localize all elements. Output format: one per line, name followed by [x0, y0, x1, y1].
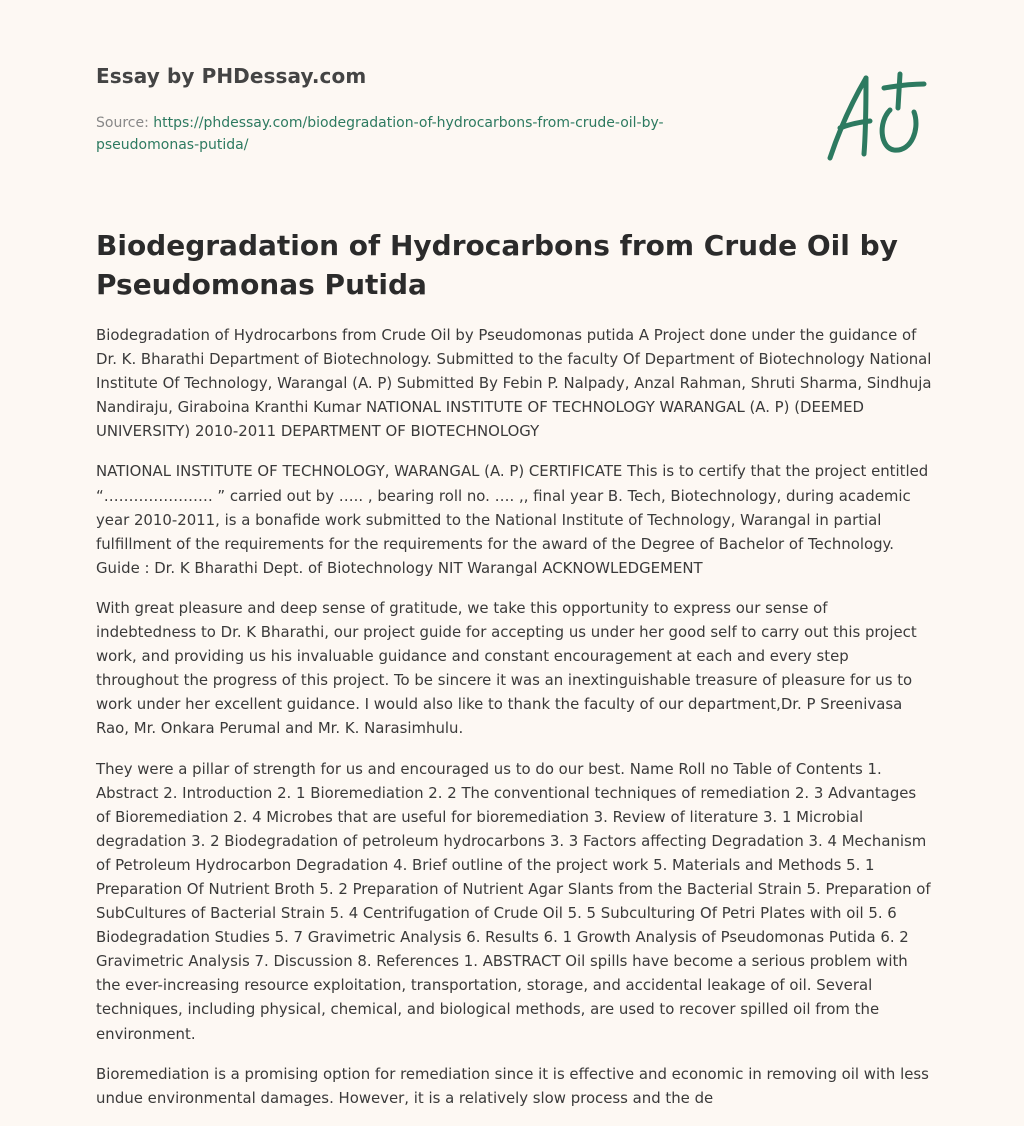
source-url-part-2: pseudomonas-putida/: [96, 137, 249, 153]
essay-paragraph: NATIONAL INSTITUTE OF TECHNOLOGY, WARANGAL (A. P) CERTIFICATE This is to certify that the project entitled “…………………. ” carried out by ….. , bearing roll no. …. ,, final year B. Tech, Biotechnology, during academic year 2010-2011, is a bonafide work submitted to the National Institute of Technology, Warangal in partial fulfillment of the requirements for the requirements for the award of the Degree of Bachelor of Technology. Guide : Dr. K Bharathi Dept. of Biotechnology NIT Warangal ACKNOWLEDGEMENT: [96, 462, 929, 577]
source-url-part-1: https://phdessay.com/biodegradation-of-hydrocarbons-from-crude-oil-by-: [153, 115, 664, 131]
essay-title: Biodegradation of Hydrocarbons from Crude Oil by Pseudomonas Putida: [96, 229, 898, 301]
essay-body: [96, 323, 932, 1126]
essay-paragraph: They were a pillar of strength for us and encouraged us to do our best. Name Roll no Table of Contents 1. Abstract 2. Introduction 2. 1 Bioremediation 2. 2 The conventional techniques of remediation 2. 3 Advantages of Bioremediation 2. 4 Microbes that are useful for bioremediation 3. Review of literature 3. 1 Microbial degradation 3. 2 Biodegradation of petroleum hydrocarbons 3. 3 Factors affecting Degradation 3. 4 Mechanism of Petroleum Hydrocarbon Degradation 4. Brief outline of the project work 5. Materials and Methods 5. 1 Preparation Of Nutrient Broth 5. 2 Preparation of Nutrient Agar Slants from the Bacterial Strain 5. Preparation of SubCultures of Bacterial Strain 5. 4 Centrifugation of Crude Oil 5. 5 Subculturing Of Petri Plates with oil 5. 6 Biodegradation Studies 5. 7 Gravimetric Analysis 6. Results 6. 1 Growth Analysis of Pseudomonas Putida 6. 2 Gravimetric Analysis 7. Discussion 8. References 1. ABSTRACT Oil spills have become a serious problem with the ever-increasing resource exploitation, transportation, storage, and accidental leakage of oil. Several techniques, including physical, chemical, and biological methods, are used to recover spilled oil from the environment.: [96, 759, 931, 1043]
source-label: Source:: [96, 115, 149, 131]
essay-paragraph: With great pleasure and deep sense of gratitude, we take this opportunity to express our sense of indebtedness to Dr. K Bharathi, our project guide for accepting us under her good self to carry out this project work, and providing us his invaluable guidance and constant encouragement at each and every step throughout the progress of this project. To be sincere it was an inextinguishable treasure of pleasure for us to work under her excellent guidance. I would also like to thank the faculty of our department,Dr. P Sreenivasa Rao, Mr. Onkara Perumal and Mr. K. Narasimhulu.: [96, 598, 917, 738]
source-link[interactable]: [96, 115, 664, 153]
a-plus-logo-icon: [820, 66, 930, 166]
essay-paragraph: Biodegradation of Hydrocarbons from Crude Oil by Pseudomonas putida A Project done under the guidance of Dr. K. Bharathi Department of Biotechnology. Submitted to the faculty Of Department of Biotechnology National Institute Of Technology, Warangal (A. P) Submitted By Febin P. Nalpady, Anzal Rahman, Shruti Sharma, Sindhuja Nandiraju, Giraboina Kranthi Kumar NATIONAL INSTITUTE OF TECHNOLOGY WARANGAL (A. P) (DEEMED UNIVERSITY) 2010-2011 DEPARTMENT OF BIOTECHNOLOGY: [96, 326, 932, 441]
essay-paragraph: Bioremediation is a promising option for remediation since it is effective and economic in removing oil with less undue environmental damages. However, it is a relatively slow process and the de: [96, 1064, 929, 1107]
source-line: [96, 112, 716, 156]
header: [96, 64, 796, 156]
site-brand[interactable]: Essay by PHDessay.com: [96, 64, 367, 88]
